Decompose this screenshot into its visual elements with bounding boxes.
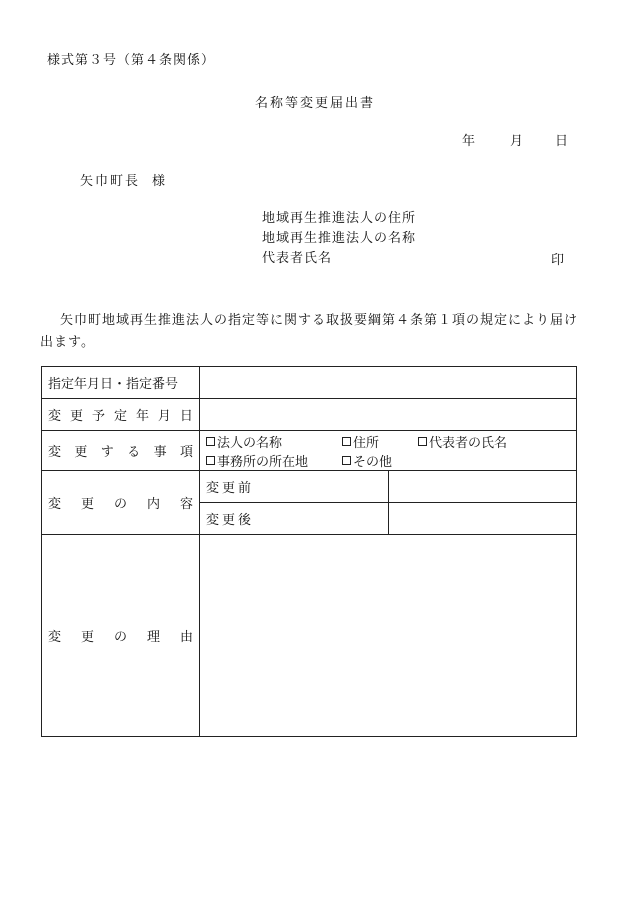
change-after-label: 変更後: [200, 503, 389, 535]
reason-label: 変 更 の 理 由: [42, 535, 200, 737]
row-reason: [42, 535, 577, 737]
row-planned-date: [42, 399, 577, 431]
option-address[interactable]: 住所: [342, 432, 418, 451]
designation-value[interactable]: [200, 367, 577, 399]
checkbox-icon: [342, 437, 351, 446]
checkbox-icon: [342, 456, 351, 465]
applicant-name-label: 地域再生推進法人の名称: [262, 231, 417, 246]
applicant-block: [262, 209, 416, 269]
change-before-value[interactable]: [388, 471, 577, 503]
form-table: [41, 366, 577, 737]
addressee-honorific: 様: [152, 174, 168, 189]
reason-value[interactable]: [200, 535, 577, 737]
change-before-label: 変更前: [200, 471, 389, 503]
date-month-label: 月: [510, 134, 524, 149]
checkbox-icon: [206, 456, 215, 465]
designation-label: 指定年月日・指定番号: [42, 367, 200, 399]
option-corp-name[interactable]: 法人の名称: [206, 432, 342, 451]
planned-date-value[interactable]: [200, 399, 577, 431]
seal-mark: 印: [551, 253, 565, 268]
option-representative[interactable]: 代表者の氏名: [418, 432, 507, 451]
applicant-address-label: 地域再生推進法人の住所: [262, 211, 417, 226]
planned-date-label: 変 更 予 定 年 月 日: [42, 399, 200, 431]
change-content-label: 変 更 の 内 容: [42, 471, 200, 535]
change-after-value[interactable]: [388, 503, 577, 535]
checkbox-icon: [206, 437, 215, 446]
change-items-options: [200, 431, 577, 471]
date-year-label: 年: [462, 134, 476, 149]
body-text: 矢巾町地域再生推進法人の指定等に関する取扱要綱第４条第１項の規定により届け出ます。: [40, 313, 579, 350]
addressee-name: 矢巾町長: [80, 174, 141, 189]
document-title: 名称等変更届出書: [254, 96, 375, 111]
form-number: 様式第３号（第４条関係）: [47, 53, 216, 68]
row-designation: [42, 367, 577, 399]
addressee: [80, 170, 167, 189]
date-day-label: 日: [555, 134, 569, 149]
option-other[interactable]: その他: [342, 451, 392, 470]
option-office-location[interactable]: 事務所の所在地: [206, 451, 342, 470]
representative-label: 代表者氏名: [262, 251, 333, 266]
row-change-before: [42, 471, 577, 503]
change-items-label: 変 更 す る 事 項: [42, 431, 200, 471]
row-change-items: [42, 431, 577, 471]
checkbox-icon: [418, 437, 427, 446]
